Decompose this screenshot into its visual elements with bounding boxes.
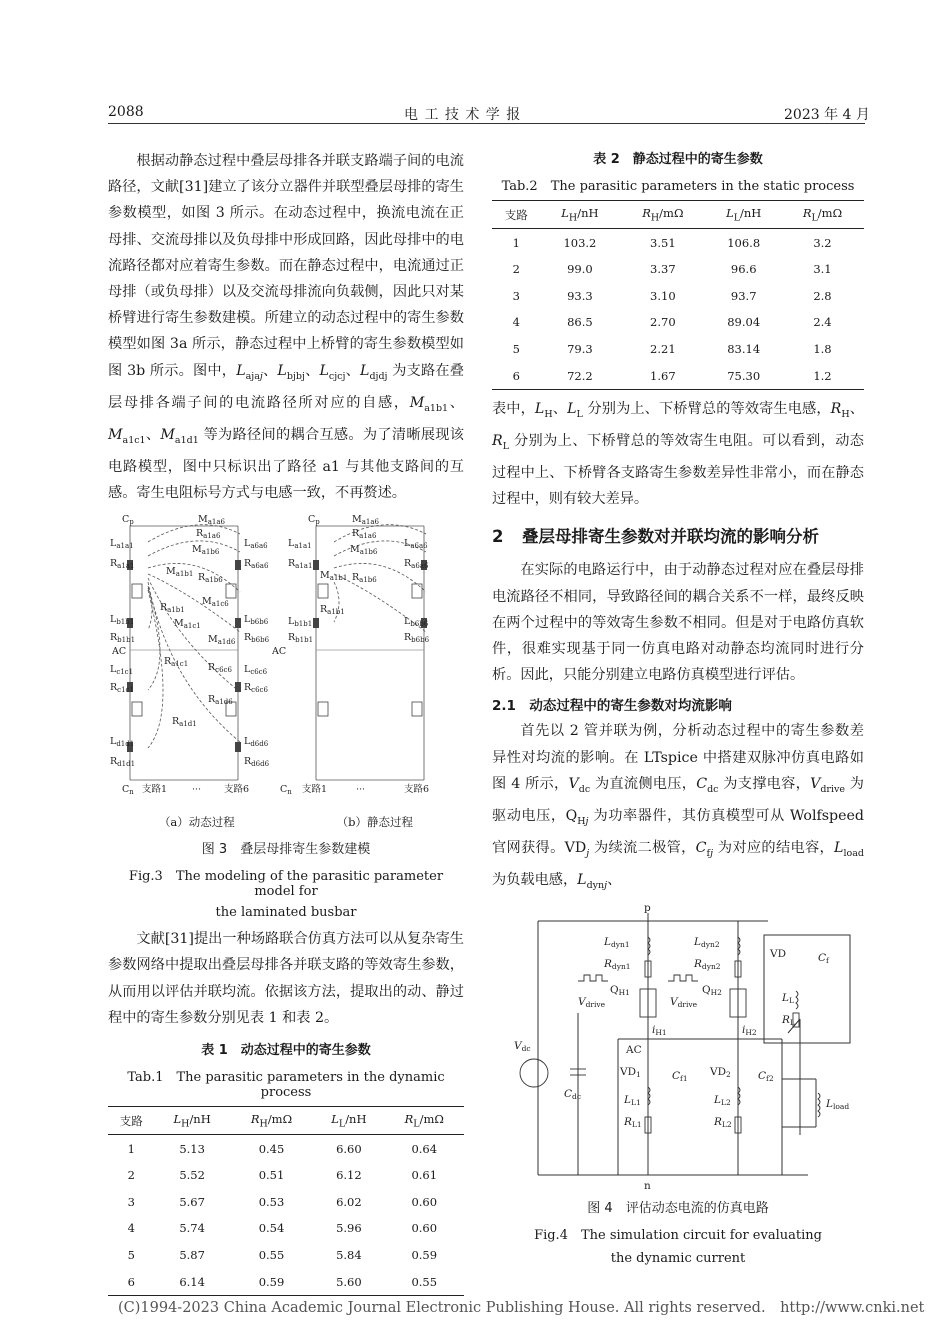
fig3-caption-en-2: the laminated busbar: [215, 905, 357, 921]
table2-cell: 6: [492, 362, 541, 389]
svg-text:LL1: LL1: [624, 1093, 641, 1107]
table1-cell: 0.60: [411, 1194, 438, 1209]
table1-cell: 5.74: [179, 1221, 205, 1236]
table2-cell: 1: [512, 235, 520, 250]
table-2: [492, 200, 864, 390]
svg-text:Rb6b6: $R_{b6b6}$: [244, 632, 270, 645]
figure-3-diagram: [108, 512, 464, 812]
svg-text:Vdrive: Vdrive: [670, 995, 698, 1009]
svg-text:Rb1b1: $R_{b1b1}$: [110, 632, 136, 645]
table2-cell: 2: [512, 262, 520, 277]
table2-cell: 75.30: [706, 362, 780, 389]
table1-cell: 5.60: [313, 1268, 384, 1295]
svg-text:iH1: iH1: [652, 1023, 667, 1037]
table2-cell: 3.2: [813, 235, 832, 250]
svg-text:n: n: [644, 1179, 651, 1192]
table2-header-rl: $R_L/m\Omega$: [781, 201, 864, 229]
svg-text:Lb1b1: $L_{b1b1}$: [110, 614, 135, 627]
table1-header-ll: $L_L/nH$: [313, 1106, 384, 1134]
svg-text:Cf1: Cf1: [672, 1069, 688, 1083]
table1-cell: 4: [127, 1221, 135, 1236]
svg-text:QH1: QH1: [610, 983, 630, 997]
table1-cell: 0.64: [411, 1141, 438, 1156]
fig3a-labels: [110, 514, 270, 796]
journal-title: 电 工 技 术 学 报: [404, 107, 522, 123]
figure-4-diagram: [492, 903, 864, 1193]
table1-cell: 3: [127, 1194, 135, 1209]
svg-text:Ra1a1: $R_{a1a1}$: [288, 558, 313, 571]
fig4-caption-cn: 图 4 评估动态电流的仿真电路: [587, 1200, 769, 1216]
table1-cell: 2: [127, 1168, 135, 1183]
table2-header-ll: $L_L/nH$: [706, 201, 780, 229]
fig4-labels: [514, 903, 849, 1192]
fig4-components: [520, 937, 820, 1133]
table2-cell: 103.2: [563, 235, 597, 250]
paragraph-1: 根据动静态过程中叠层母排各并联支路端子间的电流路径，文献[31]建立了该分立器件并联型叠层母排的寄生参数模型，如图 3 所示。在动态过程中，换流电流在正母排、交流母排以及负母排中形成回路，因此母排中的电流路径都对应着寄生参数。而在静态过程中，电流通过正母排（或负母排）以及交流母排流向负载侧，因此只对某桥臂进行寄生参数建模。所建立的动态过程中的寄生参数模型如图 3a 所示，静态过程中上桥臂的寄生参数模型如图 3b 所示。图中，$L_{ajaj}$、$L_{bjbj}$、$L_{cjcj}$、$L_{djdj}$ 为支路在叠层母排各端子间的电流路径所对应的自感，$M_{a1b1}$、$M_{a1c1}$、$M_{a1d1}$ 等为路径间的耦合互感。为了清晰展现该电路模型，图中只标识出了路径 a1 与其他支路间的互感。寄生电阻标号方式与电感一致，不再赘述。: [108, 153, 464, 501]
table2-header-row: [492, 201, 864, 229]
svg-text:Rc1c1: $R_{c1c1}$: [110, 682, 134, 695]
table1-caption-cn: 表 1 动态过程中的寄生参数: [201, 1042, 371, 1058]
svg-text:支路1: 支路1: [302, 784, 328, 796]
svg-text:AC: AC: [112, 646, 127, 658]
table1-row: [108, 1135, 464, 1162]
svg-text:VD: VD: [770, 947, 787, 960]
svg-text:Ldyn2: Ldyn2: [694, 935, 720, 949]
table2-cell: 99.0: [567, 262, 593, 277]
table1-cell: 1: [127, 1141, 135, 1156]
svg-text:Ra1a1: $R_{a1a1}$: [110, 558, 135, 571]
svg-text:Cp: $C_p$: [122, 514, 134, 527]
table2-cell: 3.1: [813, 262, 832, 277]
table2-cell: 2.4: [813, 315, 832, 330]
svg-text:Ma1a6: $M_{a1a6}$: [352, 514, 379, 527]
table2-row: [492, 229, 864, 256]
table1-row: [108, 1242, 464, 1269]
svg-text:p: p: [644, 902, 651, 914]
fig4-caption-en-2: the dynamic current: [610, 1250, 746, 1266]
table2-cell: 3.37: [650, 262, 676, 277]
svg-text:Lb6b6: $L_{b6b6}$: [404, 616, 429, 629]
svg-text:Vdc: Vdc: [514, 1039, 531, 1053]
svg-text:VD1: VD1: [620, 1065, 641, 1079]
svg-text:Cn: $C_n$: [122, 784, 134, 797]
svg-text:La6a6: $L_{a6a6}$: [404, 538, 428, 551]
svg-text:Ma1b1: $M_{a1b1}$: [166, 566, 194, 579]
svg-text:RL2: RL2: [714, 1115, 732, 1129]
table2-cell: 89.04: [727, 315, 761, 330]
table2-row: [492, 336, 864, 363]
section-2-1-heading: 2.1 动态过程中的寄生参数对均流影响: [492, 698, 732, 715]
issue-date: 2023 年 4 月: [784, 107, 870, 123]
table1-cell: 0.45: [258, 1141, 285, 1156]
svg-text:Ra1b1: $R_{a1b1}$: [160, 602, 185, 615]
svg-text:Rc6c6: $R_{c6c6}$: [208, 662, 232, 675]
svg-text:Ma1d6: $M_{a1d6}$: [208, 634, 236, 647]
table1-cell: 6.60: [336, 1141, 362, 1156]
page-number: 2088: [108, 104, 144, 120]
table1-cell: 0.54: [258, 1221, 285, 1236]
svg-text:Cn: $C_n$: [280, 784, 292, 797]
svg-text:支路1: 支路1: [142, 784, 168, 796]
paragraph-5: 首先以 2 管并联为例，分析动态过程中的寄生参数差异性对均流的影响。在 LTspice 中搭建双脉冲仿真电路如图 4 所示，$V_{dc}$ 为直流侧电压，$C_{dc}$ 为支撑电容，$V_{drive}$ 为驱动电压，$Q_{Hj}$ 为功率器件，其仿真模型可从 Wolfspeed 官网获得。$VD_j$ 为续流二极管，$C_{fj}$ 为对应的结电容，$L_{load}$ 为负载电感，$L_{dynj}$、: [492, 723, 864, 891]
table1-cell: 0.60: [411, 1221, 438, 1236]
svg-text:AC: AC: [272, 646, 287, 658]
table1-cell: 5: [127, 1247, 135, 1262]
svg-text:Ra6a6: $R_{a6a6}$: [244, 558, 269, 571]
table1-header-lh: $L_H/nH$: [154, 1106, 229, 1134]
svg-text:Rc6c6: $R_{c6c6}$: [244, 682, 268, 695]
svg-text:Lb6b6: $L_{b6b6}$: [244, 614, 269, 627]
svg-text:···: ···: [356, 784, 366, 796]
paragraph-3: 表中，$L_H$、$L_L$ 分别为上、下桥臂总的等效寄生电感，$R_H$、$R_L$ 分别为上、下桥臂总的等效寄生电阻。可以看到，动态过程中上、下桥臂各支路寄生参数差异性非常小，而在静态过程中，则有较大差异。: [492, 400, 864, 508]
svg-text:Vdrive: Vdrive: [578, 995, 606, 1009]
table1-cell: 0.53: [258, 1194, 285, 1209]
table1-cell: 5.52: [179, 1168, 205, 1183]
right-column: [492, 148, 864, 1266]
table1-cell: 6: [108, 1268, 154, 1295]
table1-cell: 0.55: [385, 1268, 464, 1295]
table2-cell: 106.8: [727, 235, 761, 250]
table2-cell: 72.2: [541, 362, 620, 389]
table1-cell: 6.12: [336, 1168, 362, 1183]
svg-text:Ra1d1: $R_{a1d1}$: [172, 716, 197, 729]
svg-text:Rd1d1: $R_{d1d1}$: [110, 756, 136, 769]
svg-text:La1a1: $L_{a1a1}$: [110, 538, 134, 551]
svg-text:Cp: $C_p$: [308, 514, 320, 527]
table2-cell: 1.8: [813, 341, 832, 356]
svg-text:VD2: VD2: [710, 1065, 731, 1079]
svg-text:Ma1c6: $M_{a1c6}$: [202, 596, 229, 609]
svg-text:LL: LL: [782, 991, 794, 1005]
table2-row: [492, 282, 864, 309]
table1-cell: 6.14: [154, 1268, 229, 1295]
table2-caption-en: Tab.2 The parasitic parameters in the static process: [501, 179, 855, 194]
table2-cell: 93.7: [730, 288, 757, 303]
table1-cell: 0.55: [258, 1247, 285, 1262]
table2-header-branch: 支路: [492, 201, 541, 229]
svg-text:La1a1: $L_{a1a1}$: [288, 538, 312, 551]
section-2-heading: 2 叠层母排寄生参数对并联均流的影响分析: [492, 527, 819, 547]
fig3-caption-cn: 图 3 叠层母排寄生参数建模: [201, 842, 371, 858]
fig3-caption-en-1: Fig.3 The modeling of the parasitic parameter model for: [128, 869, 444, 900]
svg-text:Ra1d6: $R_{a1d6}$: [208, 694, 233, 707]
table2-header-rh: $R_H/m\Omega$: [619, 201, 706, 229]
svg-text:Rd6d6: $R_{d6d6}$: [244, 756, 270, 769]
svg-text:Lload: Lload: [826, 1097, 850, 1111]
table1-cell: 5.96: [336, 1221, 362, 1236]
table1-cell: 5.87: [179, 1247, 205, 1262]
svg-text:支路6: 支路6: [224, 784, 250, 796]
svg-text:Ra1b6: $R_{a1b6}$: [198, 572, 223, 585]
table2-row: [492, 309, 864, 336]
table2-header-lh: $L_H/nH$: [541, 201, 620, 229]
fig3a: [130, 525, 240, 780]
svg-text:Cf: Cf: [818, 951, 829, 965]
svg-text:AC: AC: [626, 1043, 642, 1056]
table1-cell: 5.13: [179, 1141, 205, 1156]
svg-text:Ma1a6: $M_{a1a6}$: [198, 514, 225, 527]
svg-text:Ra1b6: $R_{a1b6}$: [352, 572, 377, 585]
table1-row: [108, 1215, 464, 1242]
svg-text:Ma1b6: $M_{a1b6}$: [350, 544, 378, 557]
table1-cell: 0.61: [411, 1168, 438, 1183]
table2-cell: 83.14: [727, 341, 761, 356]
left-column: [108, 148, 464, 1296]
table2-cell: 93.3: [567, 288, 593, 303]
table1-row: [108, 1162, 464, 1189]
svg-text:Lc6c6: $L_{c6c6}$: [244, 664, 268, 677]
svg-text:RL: RL: [782, 1013, 795, 1027]
table-1: [108, 1106, 464, 1296]
svg-text:QH2: QH2: [702, 983, 722, 997]
table2-cell: 3: [512, 288, 520, 303]
table1-header-rl: $R_L/m\Omega$: [385, 1106, 464, 1134]
table2-cell: 79.3: [567, 341, 593, 356]
table2-caption-cn: 表 2 静态过程中的寄生参数: [593, 152, 763, 167]
table2-cell: 2.21: [650, 341, 676, 356]
table2-cell: 1.2: [781, 362, 864, 389]
svg-text:Lc1c1: $L_{c1c1}$: [110, 664, 134, 677]
svg-text:Rb6b6: $R_{b6b6}$: [404, 632, 430, 645]
table2-cell: 2.70: [650, 315, 676, 330]
table1-header-branch: 支路: [108, 1106, 154, 1134]
svg-text:Ra1b1: $R_{a1b1}$: [320, 604, 345, 617]
table1-row: [108, 1188, 464, 1215]
svg-text:Rdyn1: Rdyn1: [604, 957, 631, 971]
fig3-subcaption-a: （a）动态过程: [158, 815, 235, 830]
paragraph-2: 文献[31]提出一种场路联合仿真方法可以从复杂寄生参数网络中提取出叠层母排各并联支路的等效寄生参数，从而用以评估并联均流。依据该方法，提取出的动、静过程中的寄生参数分别见表 1 和表 2。: [108, 931, 464, 1026]
svg-text:Rdyn2: Rdyn2: [694, 957, 721, 971]
svg-text:Ld6d6: $L_{d6d6}$: [244, 736, 269, 749]
header-rule: [108, 123, 865, 124]
svg-text:RL1: RL1: [624, 1115, 642, 1129]
table1-row: [108, 1268, 464, 1295]
svg-text:Rb1b1: $R_{b1b1}$: [288, 632, 314, 645]
svg-text:Ra1c1: $R_{a1c1}$: [164, 656, 189, 669]
table1-header-row: [108, 1106, 464, 1134]
table2-cell: 2.8: [813, 288, 832, 303]
svg-text:Ld1d1: $L_{d1d1}$: [110, 736, 135, 749]
table2-cell: 1.67: [619, 362, 706, 389]
table1-cell: 0.59: [230, 1268, 313, 1295]
table2-cell: 3.51: [650, 235, 676, 250]
table2-cell: 4: [512, 315, 520, 330]
svg-text:iH2: iH2: [742, 1023, 757, 1037]
svg-text:Ma1b1: $M_{a1b1}$: [320, 570, 348, 583]
fig4-caption-en-1: Fig.4 The simulation circuit for evaluating: [534, 1227, 822, 1243]
table1-cell: 5.67: [179, 1194, 205, 1209]
table1-cell: 5.84: [336, 1247, 362, 1262]
table1-caption-en: Tab.1 The parasitic parameters in the dynamic process: [127, 1069, 445, 1100]
table1-header-rh: $R_H/m\Omega$: [230, 1106, 313, 1134]
fig3b-labels: [271, 514, 430, 796]
svg-text:···: ···: [192, 784, 202, 796]
svg-text:Ma1c1: $M_{a1c1}$: [174, 618, 201, 631]
svg-text:Ldyn1: Ldyn1: [604, 935, 630, 949]
table2-cell: 96.6: [730, 262, 757, 277]
table2-cell: 86.5: [567, 315, 593, 330]
table2-row: [492, 362, 864, 389]
svg-text:LL2: LL2: [714, 1093, 731, 1107]
table1-cell: 0.59: [411, 1247, 438, 1262]
table1-cell: 0.51: [258, 1168, 285, 1183]
svg-text:Cdc: Cdc: [564, 1087, 582, 1101]
paragraph-4: 在实际的电路运行中，由于动静态过程对应在叠层母排电流路径不相同，导致路径间的耦合关系不一样，最终反映在两个过程中的等效寄生参数不相同。但是对于电路仿真软件，很难实现基于同一仿真电路对动静态均流同时进行分析。因此，只能分别建立电路仿真模型进行评估。: [492, 562, 864, 684]
table2-row: [492, 256, 864, 283]
svg-text:La6a6: $L_{a6a6}$: [244, 538, 268, 551]
svg-text:支路6: 支路6: [404, 784, 430, 796]
svg-text:Lb1b1: $L_{b1b1}$: [288, 616, 313, 629]
copyright-footer: (C)1994-2023 China Academic Journal Electronic Publishing House. All rights reserved. http://www.cnki.net: [118, 1300, 925, 1316]
fig3-subcaption-b: （b）静态过程: [336, 815, 414, 830]
svg-text:Cf2: Cf2: [758, 1069, 774, 1083]
svg-text:Ra6a6: $R_{a6a6}$: [404, 558, 429, 571]
svg-text:Ma1b6: $M_{a1b6}$: [192, 544, 220, 557]
table2-cell: 5: [512, 341, 520, 356]
table2-cell: 3.10: [650, 288, 676, 303]
table1-cell: 6.02: [336, 1194, 362, 1209]
svg-text:Ra1a6: $R_{a1a6}$: [352, 528, 377, 541]
svg-text:Ra1a6: $R_{a1a6}$: [196, 528, 221, 541]
